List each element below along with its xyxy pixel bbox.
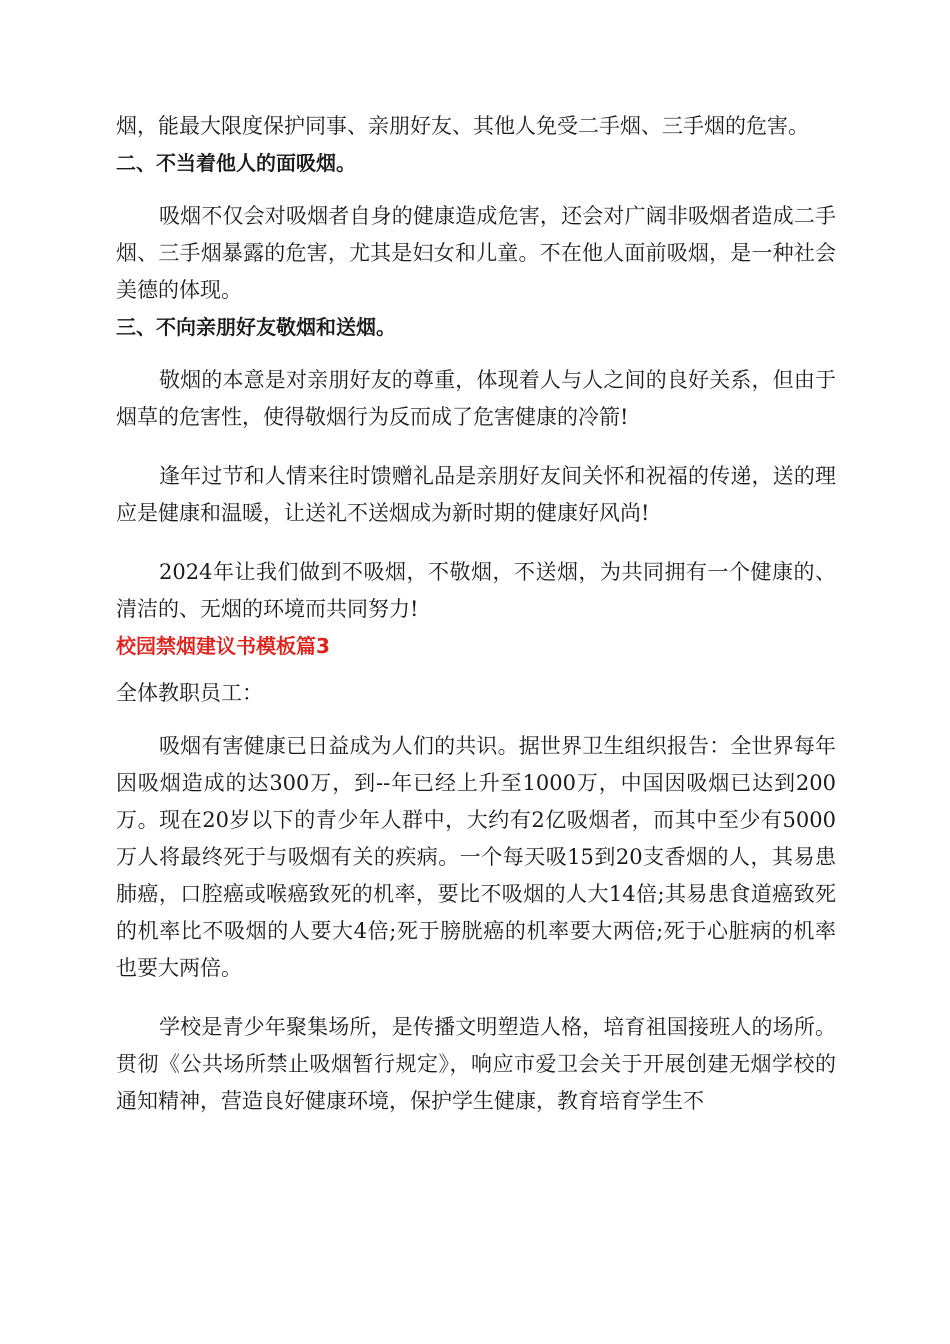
paragraph-smoking-harm: 吸烟有害健康已日益成为人们的共识。据世界卫生组织报告：全世界每年因吸烟造成的达300万，到--年已经上升至1000万，中国因吸烟已达到200万。现在20岁以下的青少年人群中，大约有2亿吸烟者，而其中至少有5000万人将最终死于与吸烟有关的疾病。一个每天吸15到20支香烟的人，其易患肺癌，口腔癌或喉癌致死的机率，要比不吸烟的人大14倍;其易患食道癌致死的机率比不吸烟的人要大4倍;死于膀胱癌的机率要大两倍;死于心脏病的机率也要大两倍。 — [116, 734, 836, 980]
paragraph-point-3a: 敬烟的本意是对亲朋好友的尊重，体现着人与人之间的良好关系，但由于烟草的危害性，使得敬烟行为反而成了危害健康的冷箭! — [116, 368, 836, 429]
paragraph-point-3c: 2024年让我们做到不吸烟，不敬烟，不送烟，为共同拥有一个健康的、清洁的、无烟的环境而共同努力! — [116, 560, 836, 621]
salutation: 全体教职员工： — [116, 681, 263, 705]
section-title: 校园禁烟建议书模板篇3 — [116, 634, 330, 658]
paragraph-point-2: 吸烟不仅会对吸烟者自身的健康造成危害，还会对广阔非吸烟者造成二手烟、三手烟暴露的危害，尤其是妇女和儿童。不在他人面前吸烟，是一种社会美德的体现。 — [116, 204, 836, 302]
paragraph-school-environment: 学校是青少年聚集场所，是传播文明塑造人格，培育祖国接班人的场所。贯彻《公共场所禁止吸烟暂行规定》，响应市爱卫会关于开展创建无烟学校的通知精神，营造良好健康环境，保护学生健康，教育培育学生不 — [116, 1015, 836, 1113]
paragraph-continuation: 烟，能最大限度保护同事、亲朋好友、其他人免受二手烟、三手烟的危害。 — [116, 114, 809, 138]
heading-point-2: 二、不当着他人的面吸烟。 — [116, 151, 356, 175]
heading-point-3: 三、不向亲朋好友敬烟和送烟。 — [116, 315, 396, 339]
document-page — [116, 108, 836, 1120]
paragraph-point-3b: 逢年过节和人情来往时馈赠礼品是亲朋好友间关怀和祝福的传递，送的理应是健康和温暖，让送礼不送烟成为新时期的健康好风尚! — [116, 464, 836, 525]
